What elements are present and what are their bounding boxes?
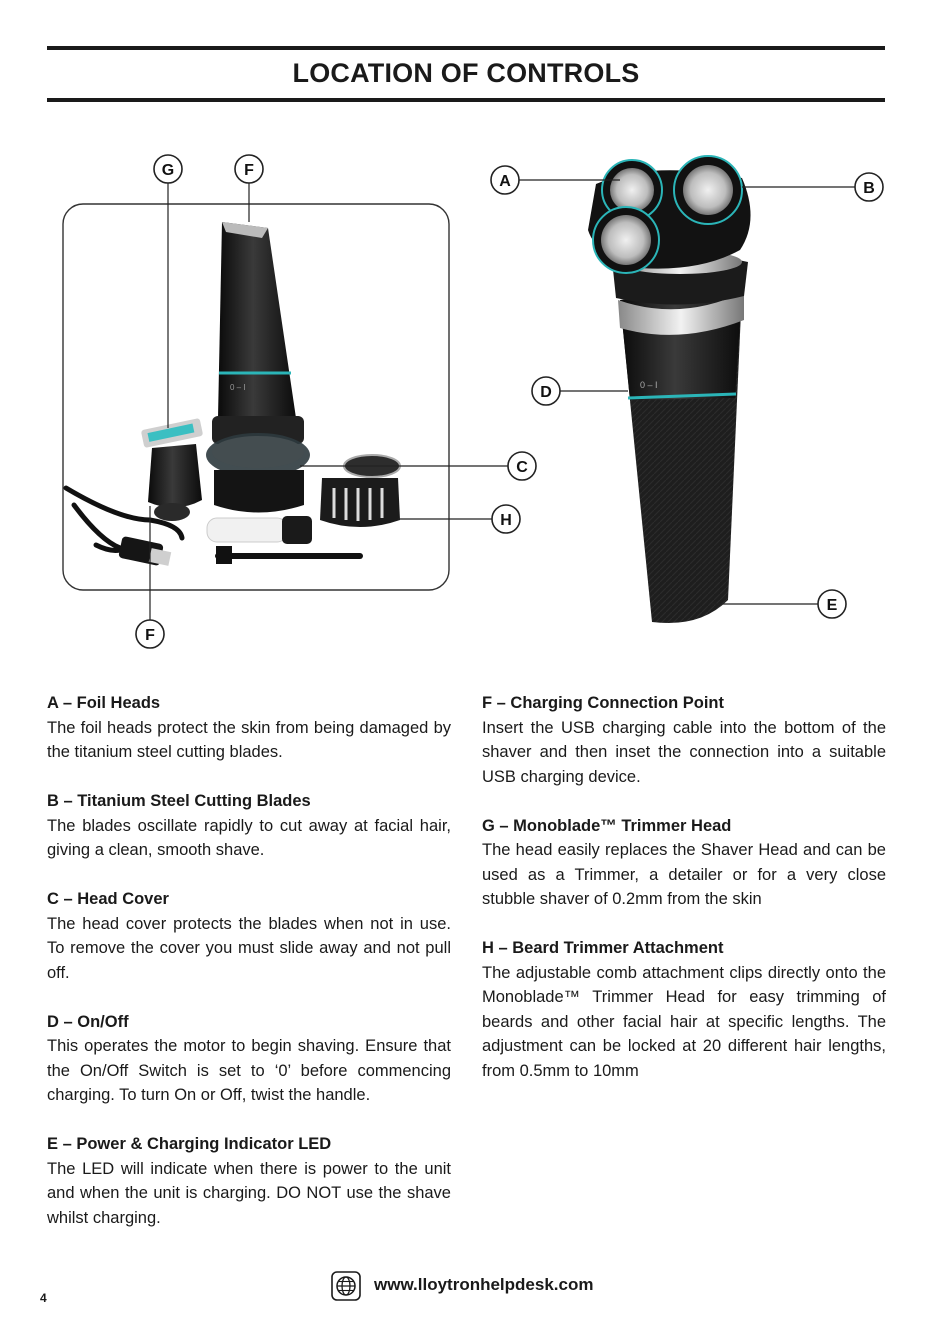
- section-d-heading: D – On/Off: [47, 1012, 129, 1031]
- section-e: [47, 1132, 451, 1230]
- left-column: [47, 691, 451, 1255]
- trimmer-dial-marking: 0 – I: [230, 383, 246, 392]
- callout-f-bottom-label: F: [145, 627, 155, 644]
- page-title: LOCATION OF CONTROLS: [292, 58, 640, 88]
- monoblade-trimmer-head-image: [141, 418, 203, 521]
- callout-a-label: A: [499, 173, 511, 190]
- section-f-body: Insert the USB charging cable into the bottom of the shaver and then inset the connection into a suitable USB charging device.: [482, 718, 886, 786]
- callout-f-top-label: F: [244, 162, 254, 179]
- top-rule: [47, 46, 885, 50]
- section-h: [482, 936, 886, 1083]
- right-column: [482, 691, 886, 1108]
- section-f-heading: F – Charging Connection Point: [482, 694, 724, 712]
- section-e-body: The LED will indicate when there is power to the unit and when the unit is charging. DO NOT use the shave whilst charging.: [47, 1159, 451, 1227]
- callout-b-label: B: [863, 180, 875, 197]
- section-h-heading: H – Beard Trimmer Attachment: [482, 939, 724, 957]
- section-b: [47, 789, 451, 863]
- callout-g-label: G: [161, 162, 175, 179]
- helpdesk-link[interactable]: www.lloytronhelpdesk.com: [374, 1275, 594, 1294]
- section-h-body: The adjustable comb attachment clips directly onto the Monoblade™ Trimmer Head for easy trimming of beards and other facial hair at specific lengths. The adjustment can be locked at 20 different hair lengths, from 0.5mm to 10mm: [482, 963, 886, 1080]
- section-e-heading: E – Power & Charging Indicator LED: [47, 1135, 332, 1153]
- usb-plug-image: [118, 536, 171, 566]
- rotary-shaver-image: [588, 156, 751, 623]
- section-a: [47, 691, 451, 765]
- section-b-heading: B – Titanium Steel Cutting Blades: [47, 792, 311, 810]
- globe-icon: [331, 1271, 361, 1301]
- section-a-body: The foil heads protect the skin from being damaged by the titanium steel cutting blades.: [47, 718, 451, 761]
- callout-d-label: D: [540, 384, 552, 401]
- callout-e-label: E: [826, 597, 838, 614]
- product-illustration: [0, 140, 933, 660]
- section-b-body: The blades oscillate rapidly to cut away at facial hair, giving a clean, smooth shave.: [47, 816, 451, 859]
- callout-h-label: H: [500, 512, 512, 529]
- section-d: [47, 1010, 451, 1108]
- section-g: [482, 814, 886, 912]
- title-underline-rule: [47, 98, 885, 102]
- section-g-heading: G – Monoblade™ Trimmer Head: [482, 816, 732, 835]
- section-c-heading: C – Head Cover: [47, 890, 169, 908]
- section-f: [482, 691, 886, 789]
- page-number: 4: [40, 1291, 47, 1305]
- section-c: [47, 887, 451, 985]
- trimmer-unit-image: [206, 222, 310, 513]
- shaver-dial-marking: 0 – I: [640, 380, 658, 390]
- section-c-body: The head cover protects the blades when not in use. To remove the cover you must slide away and not pull off.: [47, 914, 451, 982]
- section-g-body: The head easily replaces the Shaver Head and can be used as a Trimmer, a detailer or for a very close stubble shaver of 0.2mm from the skin: [482, 841, 886, 908]
- section-a-heading: A – Foil Heads: [47, 694, 161, 712]
- section-d-body: This operates the motor to begin shaving. Ensure that the On/Off Switch is set to ‘0’ before commencing charging. To turn On or Off, twist the handle.: [47, 1037, 451, 1104]
- callout-c-label: C: [516, 459, 528, 476]
